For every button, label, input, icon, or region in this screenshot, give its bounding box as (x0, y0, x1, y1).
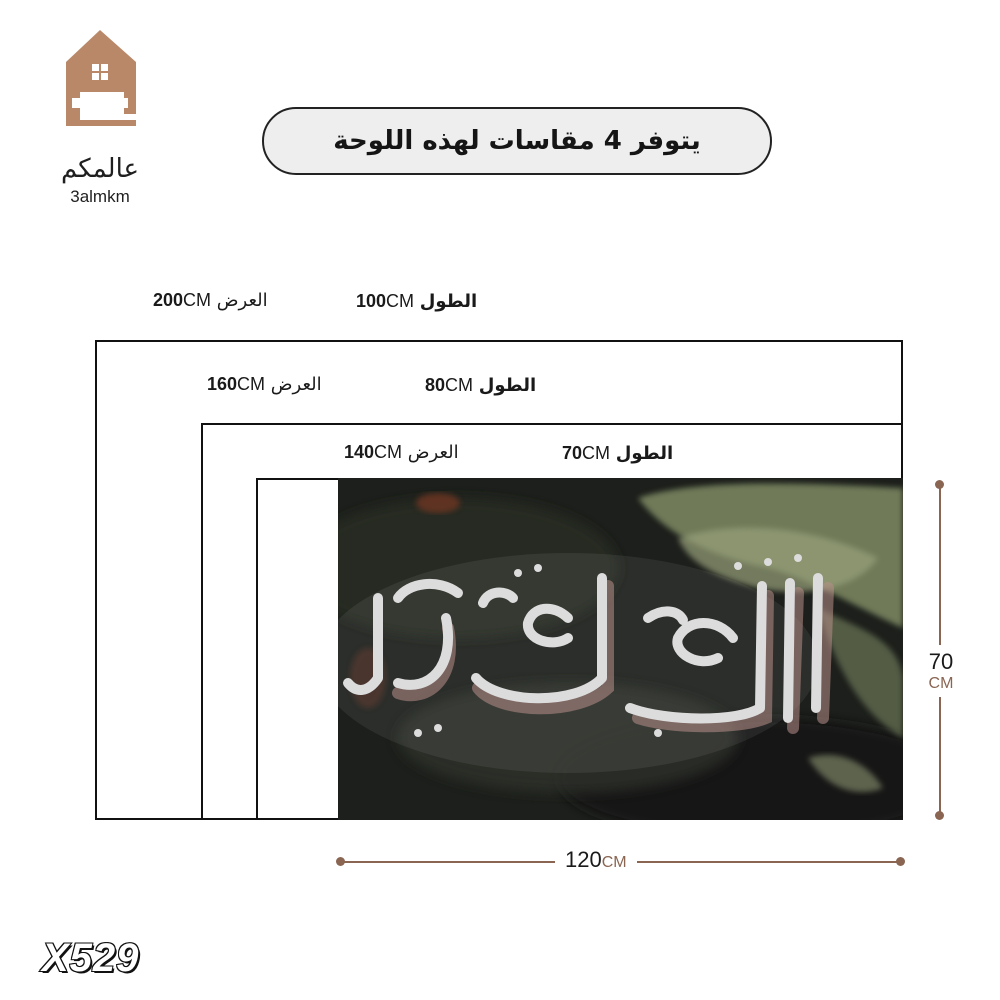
calligraphy-text: إن الله مع الصابرين (338, 478, 347, 479)
brand-name-latin: 3almkm (70, 187, 130, 206)
artwork-canvas (338, 478, 903, 820)
height-dimension-start-dot (935, 480, 944, 489)
page-title: يتوفر 4 مقاسات لهذه اللوحة (333, 126, 701, 156)
size-large-width-label: 200CM العرض (153, 290, 268, 311)
size-small-width-label: 140CM العرض (344, 442, 459, 463)
calligraphy-painting (338, 478, 903, 820)
brand-logo (50, 28, 150, 206)
product-code: X529 (42, 936, 140, 980)
brand-name-arabic: عالمكم (60, 154, 140, 184)
width-dimension-start-dot (336, 857, 345, 866)
title-banner (262, 107, 772, 175)
house-logo-icon (62, 28, 138, 128)
width-dimension-end-dot (896, 857, 905, 866)
size-large-length-label: 100CM الطول (356, 291, 478, 312)
height-dimension-end-dot (935, 811, 944, 820)
width-dimension-label: 120CM (555, 849, 637, 872)
size-medium-width-label: 160CM العرض (207, 374, 322, 395)
size-medium-length-label: 80CM الطول (425, 375, 537, 396)
height-dimension-label: 70 CM (918, 645, 964, 697)
size-small-length-label: 70CM الطول (562, 443, 674, 464)
